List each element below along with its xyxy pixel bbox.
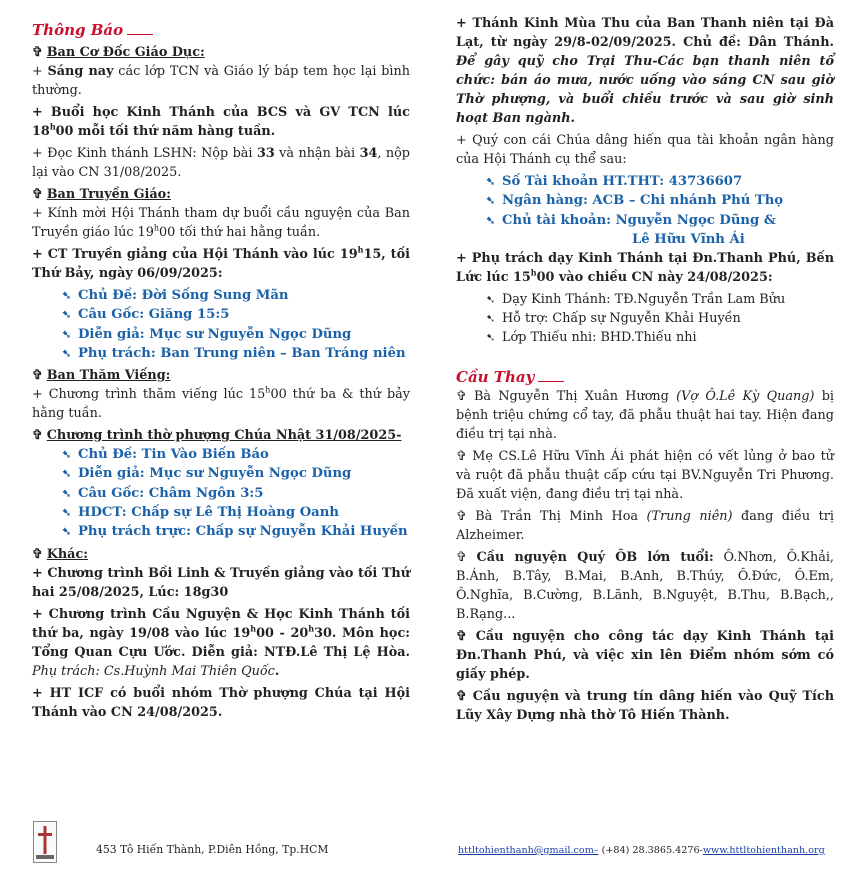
contact-line: httltohienthanh@gmail.com– (+84) 28.3865.4276-www.httltohienthanh.org (458, 845, 825, 856)
arrow-icon: ➷ (62, 308, 72, 322)
arrow-icon: ➷ (62, 448, 72, 462)
arrow-icon: ➷ (486, 331, 496, 345)
bank-details (456, 172, 834, 249)
list-item: ➷ Câu Gốc: Châm Ngôn 3:5 (62, 484, 410, 503)
cross-icon: ✞ (32, 428, 43, 444)
paragraph: + Thánh Kinh Mùa Thu của Ban Thanh niên tại Đà Lạt, từ ngày 29/8-02/09/2025. Chủ đề: Dân Thánh. Để gây quỹ cho Trại Thu-Các bạn thanh niên tổ chức: bán áo mưa, nước uống vào sáng CN sau giờ Thờ phượng, và buổi chiều trước và sau giờ sinh hoạt Ban ngành. (456, 16, 834, 126)
list-item: ➷ Chủ tài khoản: Nguyễn Ngọc Dũng & (486, 211, 834, 230)
list-item: ➷ Diễn giả: Mục sư Nguyễn Ngọc Dũng (62, 325, 410, 344)
list-item: ➷ Phụ trách: Ban Trung niên – Ban Tráng niên (62, 344, 410, 363)
paragraph: ✞ Cầu nguyện Quý ÔB lớn tuổi: Ô.Nhơn, Ô.Khải, B.Ánh, B.Tây, B.Mai, B.Anh, B.Thúy, Ô.Đức, Ô.Em, Ô.Nghĩa, B.Cường, B.Lãnh, B.Nguyệt, B.Thu, B.Bạch,, B.Rạng... (456, 550, 834, 623)
arrow-icon: ➷ (486, 175, 496, 188)
arrow-icon: ➷ (62, 346, 72, 360)
paragraph: ✞ Cầu nguyện và trung tín dâng hiến vào Quỹ Tích Lũy Xây Dựng nhà thờ Tô Hiến Thành. (456, 689, 834, 724)
title-rule (538, 381, 564, 382)
paragraph: + Chương trình Bồi Linh & Truyền giảng vào tối Thứ hai 25/08/2025, Lúc: 18g30 (32, 565, 411, 600)
arrow-icon: ➷ (62, 525, 72, 539)
section-head-education: ✞ Ban Cơ Đốc Giáo Dục: (32, 45, 205, 60)
paragraph: + Kính mời Hội Thánh tham dự buổi cầu nguyện của Ban Truyền giáo lúc 19$^h$00 tối thứ hai hằng tuần. (32, 206, 410, 240)
section-title-announcements: Thông Báo (32, 14, 410, 40)
section-head-evangelism: ✞ Ban Truyền Giáo: (32, 187, 171, 202)
list-item: ➷ Phụ trách trực: Chấp sự Nguyễn Khải Huyền (62, 522, 410, 541)
cross-icon: ✞ (32, 45, 43, 60)
list-item-continuation: Lê Hữu Vĩnh Ái (632, 231, 745, 247)
evangelism-details (32, 286, 410, 363)
paragraph: + CT Truyền giảng của Hội Thánh vào lúc 19$^h$15, tối Thứ Bảy, ngày 06/09/2025: (32, 244, 410, 281)
footer (0, 843, 848, 873)
section-title-prayer: Cầu Thay (456, 361, 834, 387)
left-column (32, 14, 410, 725)
title-rule (127, 34, 153, 35)
list-item: ➷ Số Tài khoản HT.THT: 43736607 (486, 172, 834, 191)
list-item: ➷ Dạy Kinh Thánh: TĐ.Nguyễn Trần Lam Bửu (486, 292, 786, 308)
paragraph: + Phụ trách dạy Kinh Thánh tại Đn.Thanh Phú, Bến Lức lúc 15$^h$00 vào chiều CN này 24/08/2025: (456, 251, 834, 286)
cross-icon: ✞ (32, 546, 43, 562)
arrow-icon: ➷ (486, 213, 496, 227)
arrow-icon: ➷ (486, 194, 496, 208)
arrow-icon: ➷ (62, 506, 72, 520)
list-item: ➷ Lớp Thiếu nhi: BHD.Thiếu nhi (486, 330, 697, 346)
worship-details (32, 445, 410, 541)
paragraph: ✞ Cầu nguyện cho công tác dạy Kinh Thánh tại Đn.Thanh Phú, và việc xin lên Điểm nhóm sớm có giấy phép. (456, 629, 834, 683)
section-head-visitation: ✞ Ban Thăm Viếng: (32, 368, 171, 384)
email-link[interactable]: httltohienthanh@gmail.com– (458, 845, 599, 856)
church-logo (33, 821, 57, 863)
paragraph: + Quý con cái Chúa dâng hiến qua tài khoản ngân hàng của Hội Thánh cụ thể sau: (456, 133, 834, 167)
list-item: ➷ Câu Gốc: Giăng 15:5 (62, 305, 410, 324)
teaching-details (456, 290, 834, 347)
cross-icon: ✞ (32, 187, 43, 202)
list-item: ➷ Diễn giả: Mục sư Nguyễn Ngọc Dũng (62, 464, 410, 483)
arrow-icon: ➷ (62, 327, 72, 341)
list-item: ➷ HDCT: Chấp sự Lê Thị Hoàng Oanh (62, 503, 410, 522)
arrow-icon: ➷ (62, 486, 72, 500)
arrow-icon: ➷ (486, 293, 496, 307)
paragraph: + HT ICF có buổi nhóm Thờ phượng Chúa tại Hội Thánh vào CN 24/08/2025. (32, 685, 410, 720)
list-item: ➷ Ngân hàng: ACB – Chi nhánh Phú Thọ (486, 191, 834, 210)
right-column (456, 14, 834, 728)
list-item: ➷ Chủ Đề: Tin Vào Biến Báo (62, 445, 410, 464)
paragraph: + Đọc Kinh thánh LSHN: Nộp bài 33 và nhận bài 34, nộp lại vào CN 31/08/2025. (32, 146, 410, 180)
arrow-icon: ➷ (62, 289, 72, 302)
paragraph: ✞ Bà Trần Thị Minh Hoa (Trung niên) đang điều trị Alzheimer. (456, 509, 835, 544)
paragraph: + Chương trình thăm viếng lúc 15$^h$00 thứ ba & thứ bảy hằng tuần. (32, 385, 411, 422)
list-item: ➷ Hỗ trợ: Chấp sự Nguyễn Khải Huyền (486, 311, 741, 327)
paragraph: + Sáng nay các lớp TCN và Giáo lý báp tem học lại bình thường. (32, 64, 410, 98)
paragraph: + Chương trình Cầu Nguyện & Học Kinh Thánh tối thứ ba, ngày 19/08 vào lúc 19$^h$00 - 20$^h$30. Môn học: Tổng Quan Cựu Ước. Diễn giả: NTĐ.Lê Thị Lệ Hòa. Phụ trách: Cs.Huỳnh Mai Thiên Quốc. (32, 606, 410, 679)
address: 453 Tô Hiến Thành, P.Diên Hồng, Tp.HCM (96, 843, 329, 856)
section-head-other: ✞ Khác: (32, 546, 88, 562)
website-link[interactable]: www.httltohienthanh.org (702, 845, 825, 856)
list-item: ➷ Chủ Đề: Đời Sống Sung Mãn (62, 286, 410, 305)
arrow-icon: ➷ (62, 467, 72, 481)
paragraph: ✞ Mẹ CS.Lê Hữu Vĩnh Ái phát hiện có vết lủng ở bao tử và ruột đã phẫu thuật cấp cứu tại BV.Nguyễn Tri Phương. Đã xuất viện, đang điều trị tại nhà. (456, 449, 834, 503)
section-head-worship: ✞ Chương trình thờ phượng Chúa Nhật 31/08/2025- (32, 428, 402, 444)
paragraph: ✞ Bà Nguyễn Thị Xuân Hương (Vợ Ô.Lê Kỳ Quang) bị bệnh triệu chứng cổ tay, đã phẫu thuật hai tay. Hiện đang điều trị tại nhà. (456, 389, 834, 443)
paragraph: + Buổi học Kinh Thánh của BCS và GV TCN lúc 18$^h$00 mỗi tối thứ năm hàng tuần. (32, 105, 410, 139)
arrow-icon: ➷ (486, 312, 496, 326)
cross-icon: ✞ (32, 368, 43, 384)
